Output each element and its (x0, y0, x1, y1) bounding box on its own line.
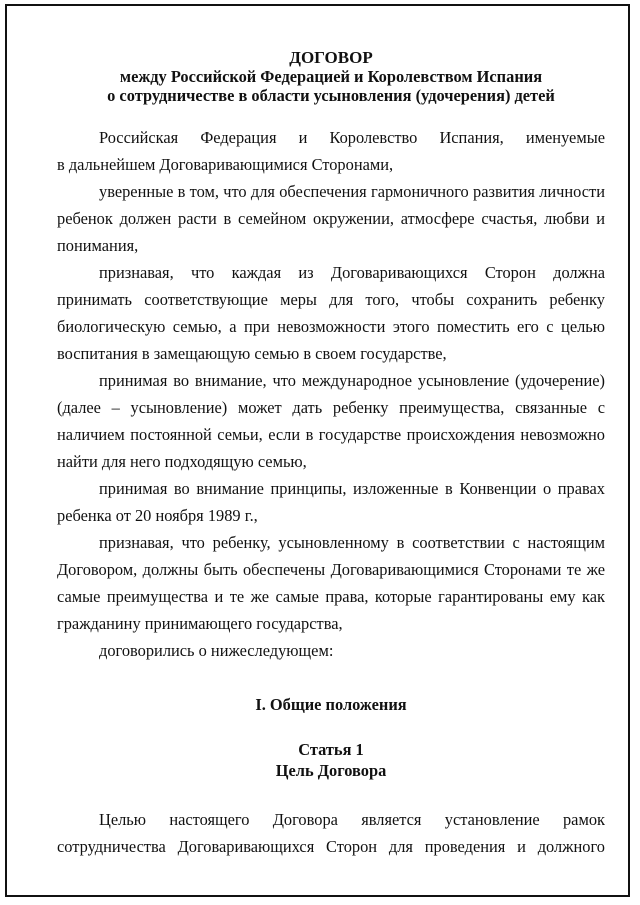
article-paragraph: Целью настоящего Договора является установление рамок сотрудничества Договаривающихся Сторон для проведения и должного (57, 810, 605, 856)
document-title-block (57, 48, 605, 105)
preamble-paragraph: признавая, что каждая из Договаривающихся Сторон должна принимать соответствующие меры для того, чтобы сохранить ребенку биологическую семью, а при невозможности этого поместить его с целью воспитания в замещающую семью в своем государстве, (57, 263, 605, 363)
article-body (57, 806, 605, 860)
section-heading: I. Общие положения (255, 695, 407, 714)
article-heading (57, 739, 605, 781)
document-title: ДОГОВОР (289, 48, 373, 67)
preamble (57, 124, 605, 664)
document-page (57, 48, 605, 860)
article-number: Статья 1 (298, 740, 364, 759)
preamble-paragraph: уверенные в том, что для обеспечения гармоничного развития личности ребенок должен расти в семейном окружении, атмосфере счастья, любви и понимания, (57, 182, 605, 255)
preamble-paragraph: Российская Федерация и Королевство Испания, именуемые (99, 128, 605, 147)
article-title: Цель Договора (275, 761, 387, 780)
preamble-paragraph: договорились о нижеследующем: (99, 641, 334, 660)
document-subtitle-parties: между Российской Федерацией и Королевством Испания (119, 67, 543, 86)
preamble-paragraph: в дальнейшем Договаривающимися Сторонами, (57, 155, 394, 174)
preamble-paragraph: признавая, что ребенку, усыновленному в соответствии с настоящим Договором, должны быть обеспечены Договаривающимися Сторонами те же самые преимущества и те же самые права, которые гарантированы ему как гражданину принимающего государства, (57, 533, 605, 633)
document-subtitle-subject: о сотрудничестве в области усыновления (удочерения) детей (107, 86, 555, 105)
preamble-paragraph: принимая во внимание принципы, изложенные в Конвенции о правах ребенка от 20 ноября 1989 г., (57, 479, 605, 525)
preamble-paragraph: принимая во внимание, что международное усыновление (удочерение) (далее – усыновление) может дать ребенку преимущества, связанные с наличием постоянной семьи, если в государстве происхождения невозможно найти для него подходящую семью, (57, 371, 605, 471)
